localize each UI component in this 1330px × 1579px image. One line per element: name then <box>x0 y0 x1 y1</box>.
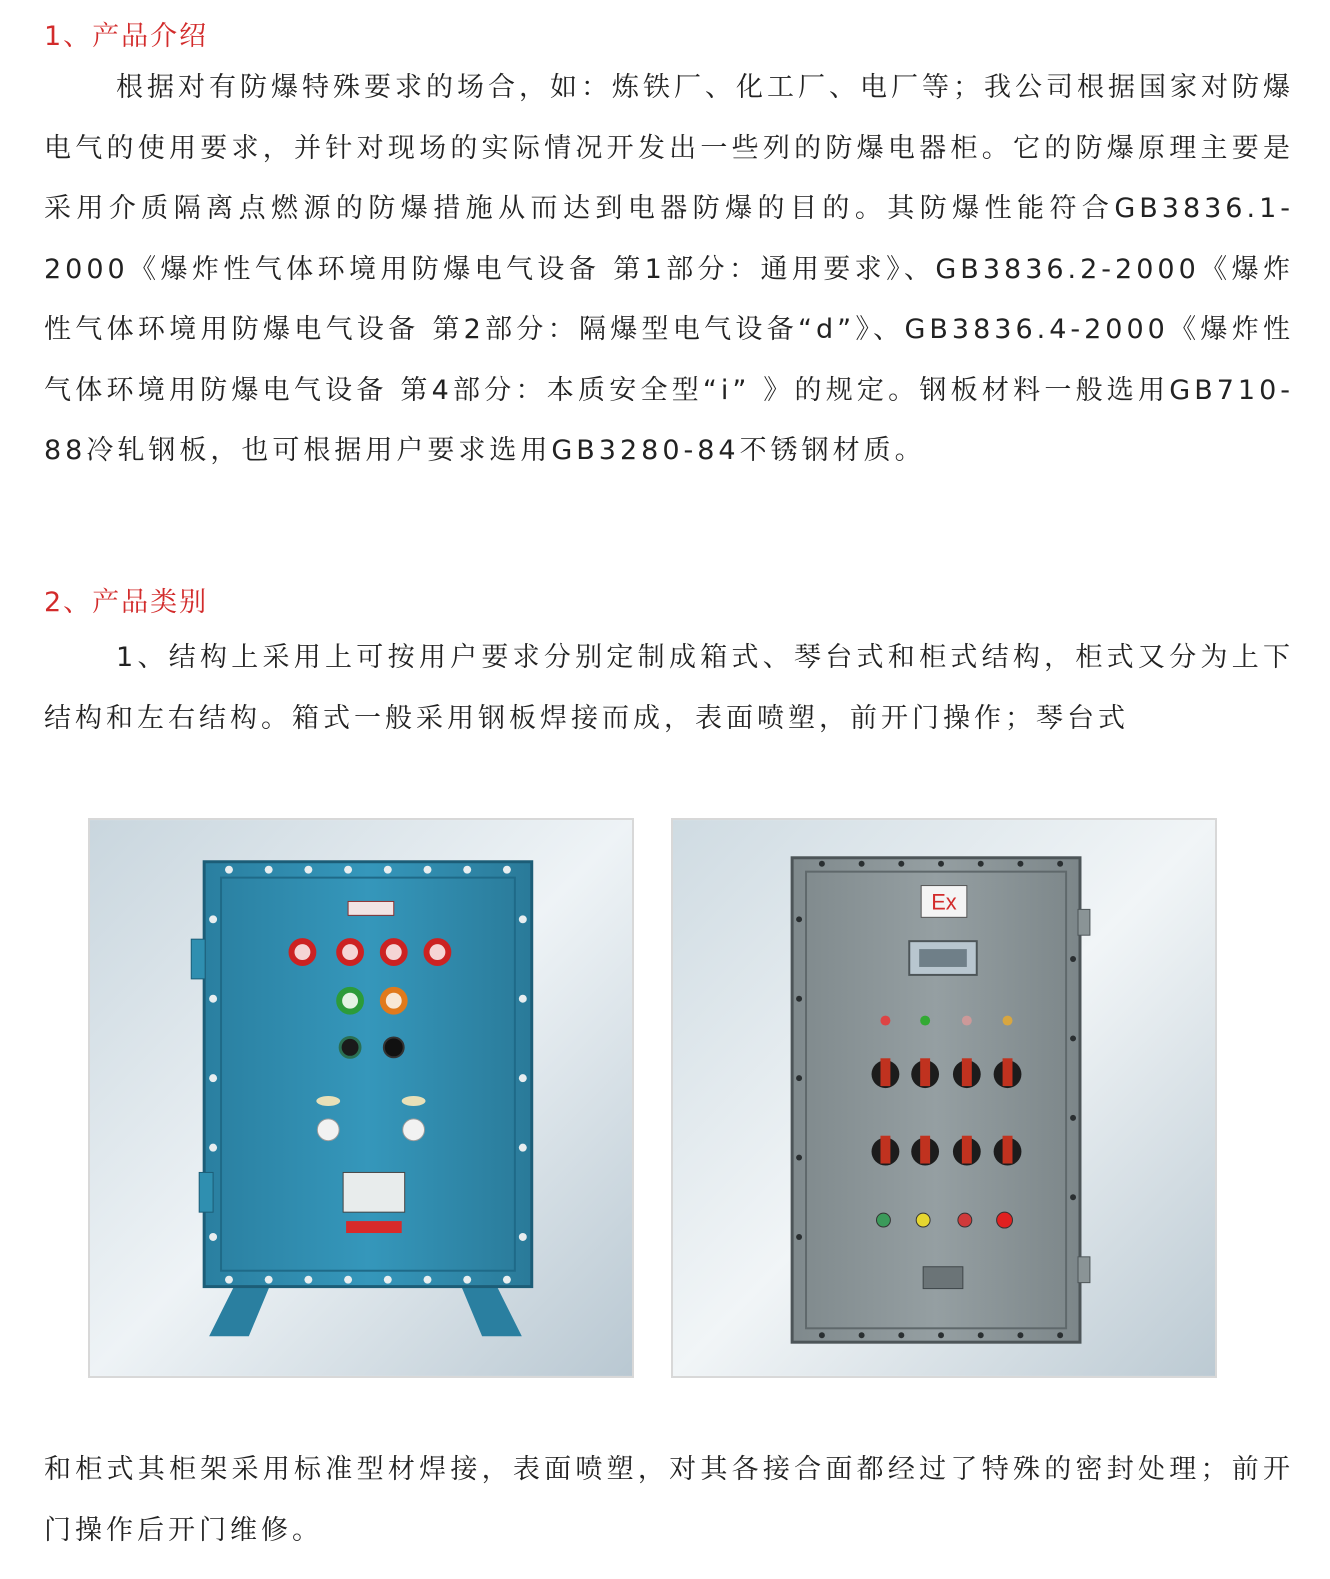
section-2-heading: 2、产品类别 <box>44 587 209 618</box>
section-2-paragraph-before <box>44 628 1294 749</box>
section-1-paragraph <box>44 58 1294 482</box>
section-1-paragraph-text: 根据对有防爆特殊要求的场合，如：炼铁厂、化工厂、电厂等；我公司根据国家对防爆电气的使用要求，并针对现场的实际情况开发出一些列的防爆电器柜。它的防爆原理主要是采用介质隔离点燃源的防爆措施从而达到电器防爆的目的。其防爆性能符合GB3836.1-2000《爆炸性气体环境用防爆电气设备 第1部分：通用要求》、GB3836.2-2000《爆炸性气体环境用防爆电气设备 第2部分：隔爆型电气设备“d”》、GB3836.4-2000《爆炸性气体环境用防爆电气设备 第4部分：本质安全型“i” 》的规定。钢板材料一般选用GB710-88冷轧钢板，也可根据用户要求选用GB3280-84不锈钢材质。 <box>44 72 1294 466</box>
section-2-paragraph-after <box>44 1440 1294 1561</box>
section-2-paragraph-before-text: 1、结构上采用上可按用户要求分别定制成箱式、琴台式和柜式结构，柜式又分为上下结构和左右结构。箱式一般采用钢板焊接而成，表面喷塑，前开门操作；琴台式 <box>44 642 1294 734</box>
blue-explosion-proof-box-image <box>90 820 632 1376</box>
ex-mark: Ex <box>931 889 957 915</box>
section-1-heading: 1、产品介绍 <box>44 21 209 52</box>
grey-cabinet-photo <box>671 818 1217 1378</box>
section-2-paragraph-after-text: 和柜式其柜架采用标准型材焊接，表面喷塑，对其各接合面都经过了特殊的密封处理；前开门操作后开门维修。 <box>44 1454 1294 1546</box>
blue-cabinet-photo <box>88 818 634 1378</box>
grey-explosion-proof-cabinet-image <box>673 820 1215 1376</box>
